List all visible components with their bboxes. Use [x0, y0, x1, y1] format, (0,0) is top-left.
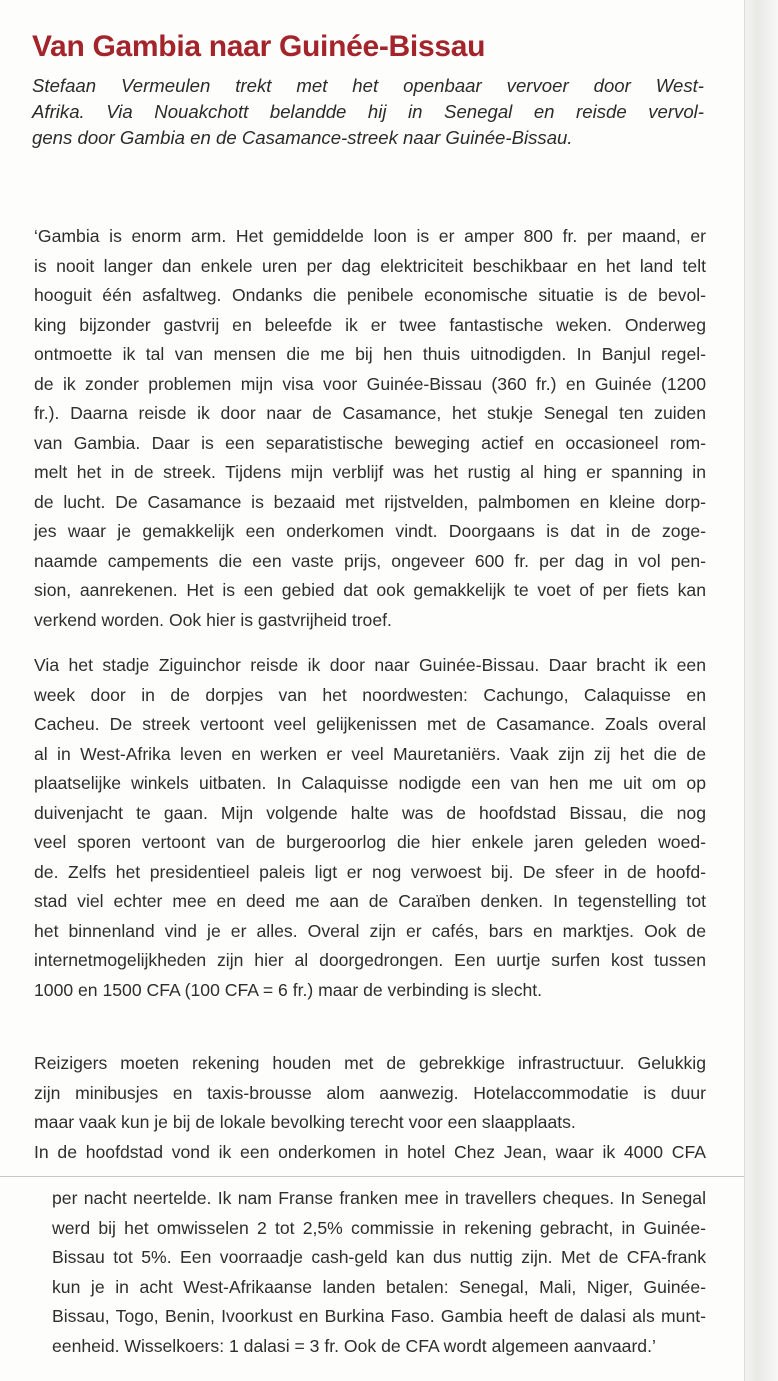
body-line: Via het stadje Ziguinchor reisde ik door naar Guinée-Bissau. Daar bracht ik een — [34, 655, 706, 675]
body-line: ontmoette ik tal van mensen die me bij hen thuis uitnodigden. In Banjul regel- — [34, 344, 706, 364]
body-line: fr.). Daarna reisde ik door naar de Casamance, het stukje Senegal ten zuiden — [34, 403, 706, 423]
body-line: stad viel echter mee en deed me aan de Caraïben denken. In tegenstelling tot — [34, 891, 706, 911]
body-line: het binnenland vind je er alles. Overal zijn er cafés, bars en marktjes. Ook de — [34, 920, 706, 941]
body-line: veel sporen vertoont van de burgeroorlog die hier enkele jaren geleden woed- — [34, 832, 706, 852]
body-line: In de hoofdstad vond ik een onderkomen in hotel Chez Jean, waar ik 4000 CFA — [34, 1141, 706, 1162]
body-line: ‘Gambia is enorm arm. Het gemiddelde loon is er amper 800 fr. per maand, er — [34, 226, 706, 246]
article-title: Van Gambia naar Guinée-Bissau — [32, 30, 486, 63]
body-line: Bissau tot 5%. Een voorraadje cash-geld kan dus nuttig zijn. Met de CFA-frank — [52, 1247, 706, 1267]
scan-seam — [0, 1176, 744, 1177]
body-line: jes waar je gemakkelijk een onderkomen vindt. Doorgaans is dat in de zoge- — [34, 521, 706, 541]
body-line: zijn minibusjes en taxis-brousse alom aanwezig. Hotelaccommodatie is duur — [34, 1082, 706, 1103]
page-edge — [744, 0, 778, 1381]
body-line: werd bij het omwisselen 2 tot 2,5% commissie in rekening gebracht, in Guinée- — [52, 1217, 706, 1238]
body-line: eenheid. Wisselkoers: 1 dalasi = 3 fr. Ook de CFA wordt algemeen aanvaard.’ — [52, 1335, 656, 1356]
body-line: de. Zelfs het presidentieel paleis ligt er nog verwoest bij. De sfeer in de hoofd- — [34, 861, 706, 882]
body-line: van Gambia. Daar is een separatistische beweging actief en occasioneel rom- — [34, 432, 706, 453]
body-line: de lucht. De Casamance is bezaaid met rijstvelden, palmbomen en kleine dorp- — [34, 491, 706, 512]
paragraph-praktisch — [34, 1049, 706, 1167]
body-line: kun je in acht West-Afrikaanse landen betalen: Senegal, Mali, Niger, Guinée- — [52, 1276, 706, 1297]
body-line: al in West-Afrika leven en werken er veel Mauretaniërs. Vaak zijn zij het die de — [34, 743, 706, 764]
body-line: de ik zonder problemen mijn visa voor Guinée-Bissau (360 fr.) en Guinée (1200 — [34, 373, 706, 394]
body-line: week door in de dorpjes van het noordwesten: Cachungo, Calaquisse en — [34, 684, 706, 705]
body-line: internetmogelijkheden zijn hier al doorgedrongen. Een uurtje surfen kost tussen — [34, 950, 706, 970]
intro-line: gens door Gambia en de Casamance-streek naar Guinée-Bissau. — [32, 127, 573, 148]
paragraph-praktisch-vervolg — [52, 1184, 706, 1361]
intro-line: Stefaan Vermeulen trekt met het openbaar vervoer door West- — [32, 75, 704, 96]
body-line: per nacht neertelde. Ik nam Franse franken mee in travellers cheques. In Senegal — [52, 1188, 706, 1208]
intro-line: Afrika. Via Nouakchott belandde hij in Senegal en reisde vervol- — [32, 101, 704, 122]
article-intro — [32, 73, 704, 151]
paragraph-guinee-bissau — [34, 651, 706, 1005]
body-line: maar vaak kun je bij de lokale bevolking terecht voor een slaapplaats. — [34, 1112, 576, 1132]
body-line: verkend worden. Ook hier is gastvrijheid troef. — [34, 609, 392, 630]
body-line: is nooit langer dan enkele uren per dag elektriciteit beschikbaar en het land telt — [34, 255, 706, 276]
body-line: Bissau, Togo, Benin, Ivoorkust en Burkina Faso. Gambia heeft de dalasi als munt- — [52, 1306, 706, 1326]
body-line: 1000 en 1500 CFA (100 CFA = 6 fr.) maar de verbinding is slecht. — [34, 979, 543, 1000]
body-line: hooguit één asfaltweg. Ondanks die penibele economische situatie is de bevol- — [34, 285, 706, 305]
body-line: king bijzonder gastvrij en beleefde ik er twee fantastische weken. Onderweg — [34, 314, 706, 335]
body-line: plaatselijke winkels uitbaten. In Calaquisse nodigde een van hen me uit om op — [34, 773, 706, 793]
body-line: Reizigers moeten rekening houden met de gebrekkige infrastructuur. Gelukkig — [34, 1053, 706, 1073]
body-line: Cacheu. De streek vertoont veel gelijkenissen met de Casamance. Zoals overal — [34, 714, 706, 734]
page-edge-line — [744, 0, 745, 1381]
body-line: melt het in de streek. Tijdens mijn verblijf was het rustig al hing er spanning in — [34, 462, 706, 482]
body-line: sion, aanrekenen. Het is een gebied dat ook gemakkelijk te voet of per fiets kan — [34, 580, 706, 600]
body-line: naamde campements die een vaste prijs, ongeveer 600 fr. per dag in vol pen- — [34, 550, 706, 571]
body-line: duivenjacht te gaan. Mijn volgende halte was de hoofdstad Bissau, die nog — [34, 802, 706, 823]
paragraph-gambia — [34, 222, 706, 635]
